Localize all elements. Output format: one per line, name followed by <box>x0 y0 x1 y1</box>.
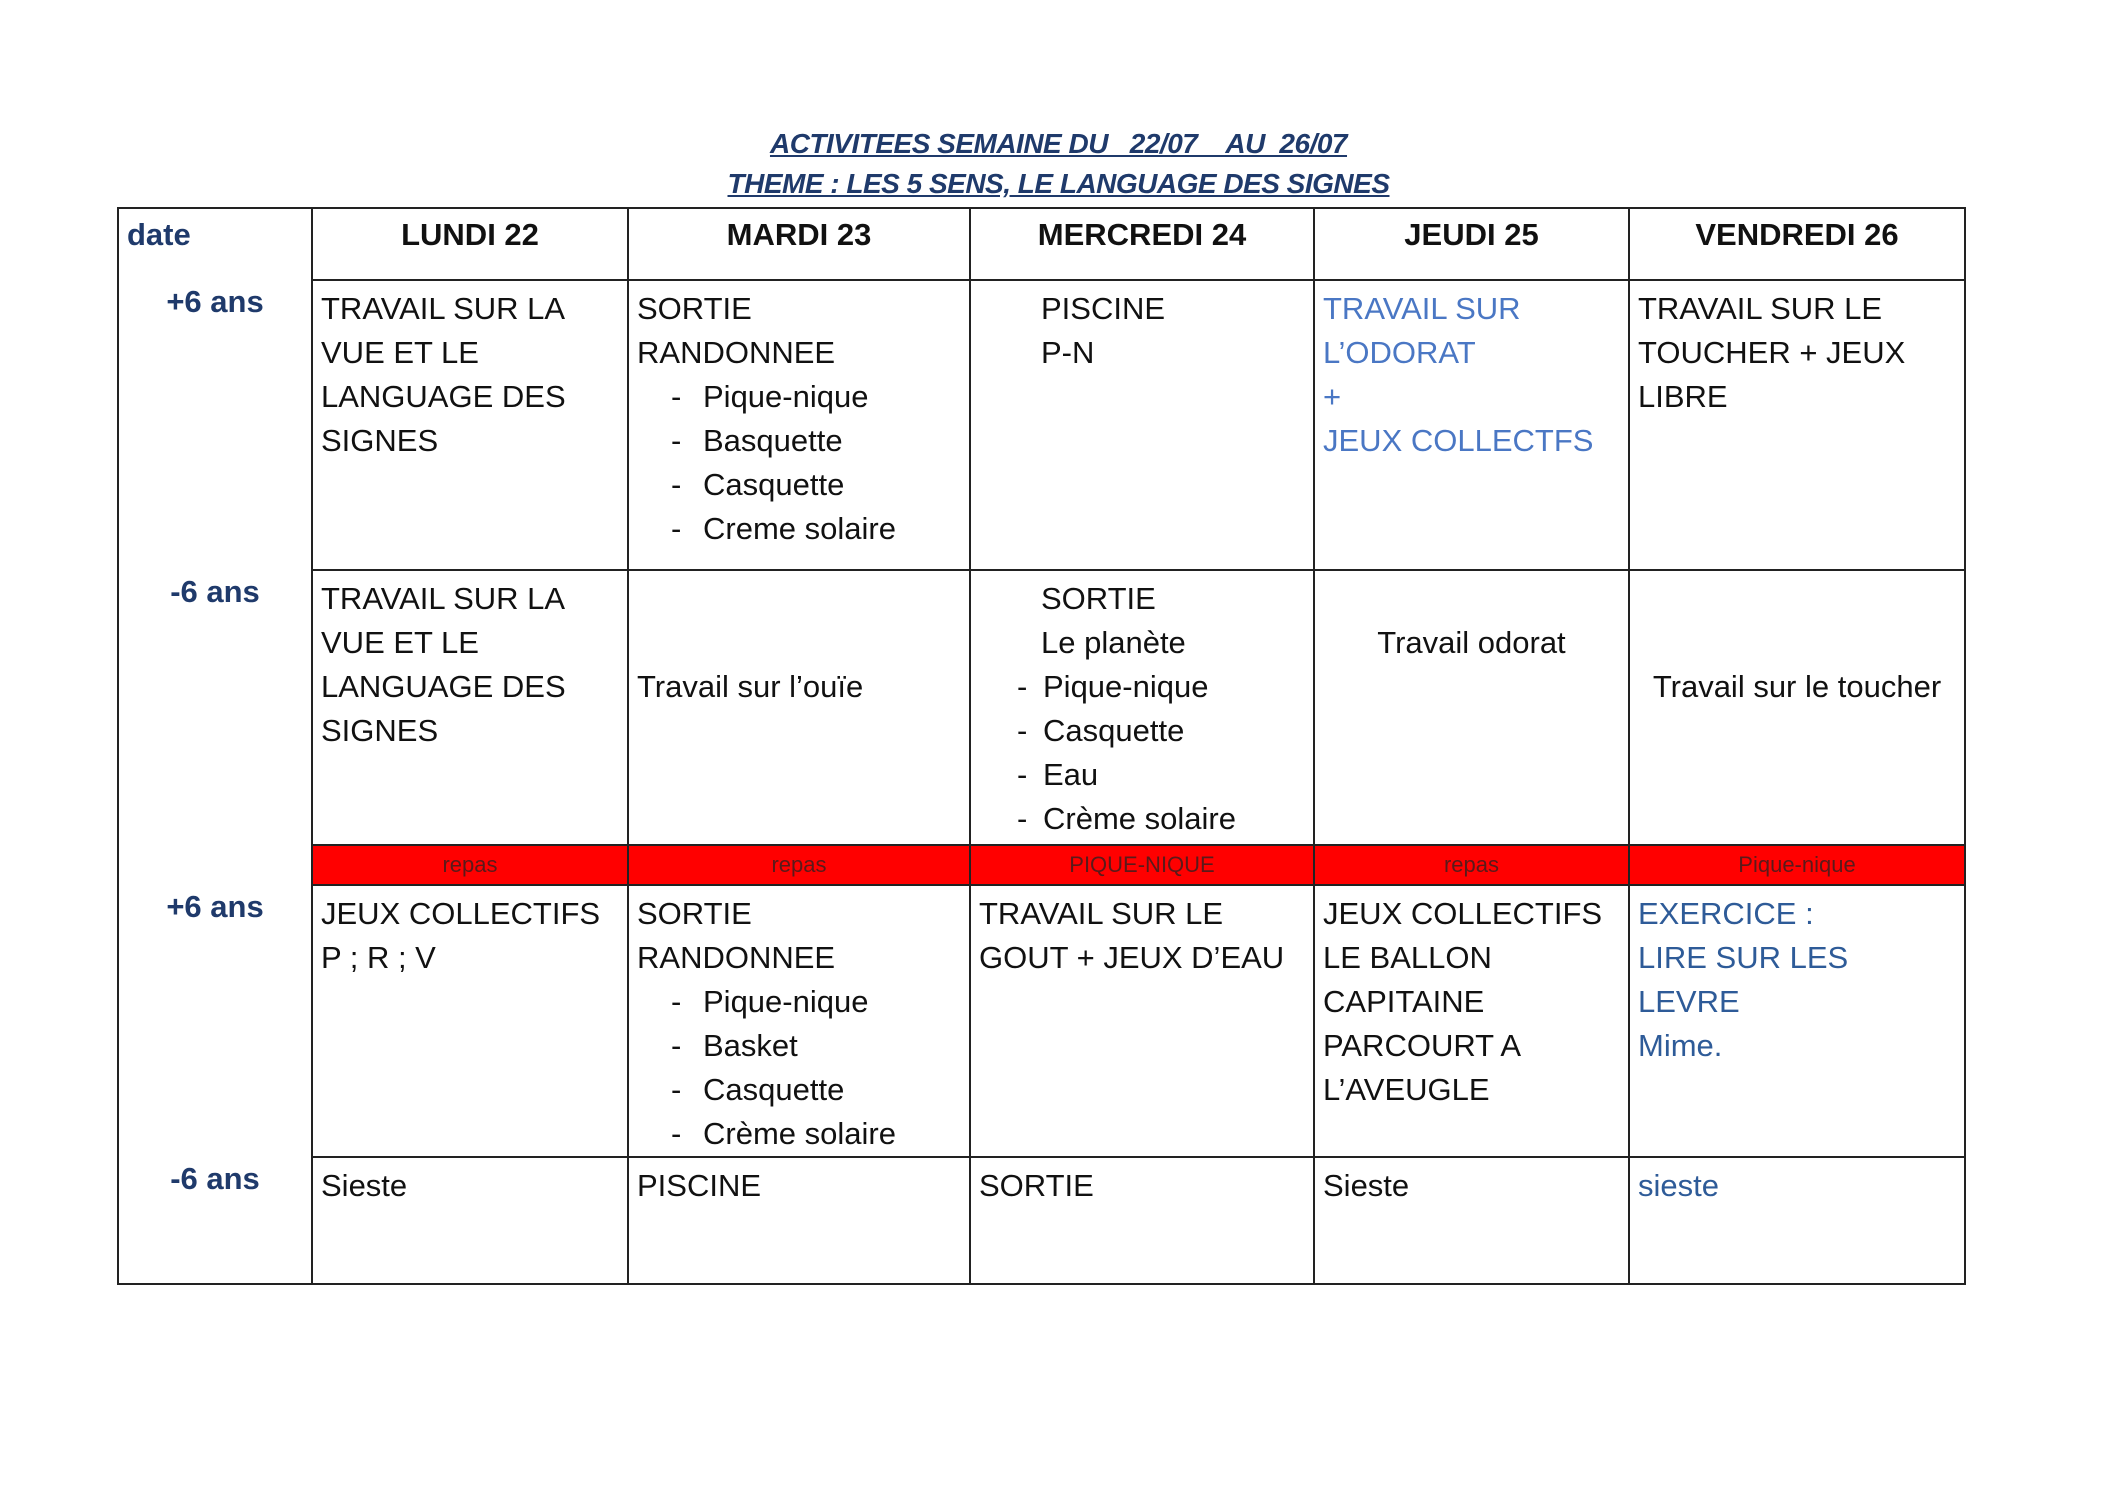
cell-line: RANDONNEE <box>637 940 836 975</box>
cell-lundi: Sieste <box>312 1157 628 1284</box>
item-list <box>637 980 961 1156</box>
cell-line: + <box>1323 379 1342 414</box>
day-header: MARDI 23 <box>628 208 970 280</box>
cell-line: SIGNES <box>321 423 439 458</box>
list-item: - Casquette <box>637 463 961 507</box>
cell-jeudi <box>1314 280 1629 570</box>
cell-line: SORTIE <box>637 896 752 931</box>
page-subtitle: THEME : LES 5 SENS, LE LANGUAGE DES SIGNES <box>727 168 1390 199</box>
cell-line: Le planète <box>1041 625 1186 660</box>
cell-vendredi <box>1629 885 1965 1157</box>
cell-line: RANDONNEE <box>637 335 836 370</box>
cell-line: LANGUAGE DES <box>321 379 566 414</box>
cell-mardi <box>628 280 970 570</box>
row-label: -6 ans <box>118 570 312 845</box>
cell-mardi <box>628 570 970 845</box>
row-label: -6 ans <box>118 1157 312 1284</box>
row-label: +6 ans <box>118 280 312 570</box>
list-item: - Casquette <box>979 709 1305 753</box>
cell-line: TRAVAIL SUR LE <box>1638 291 1883 326</box>
meal-row <box>118 845 1965 885</box>
page-title: ACTIVITEES SEMAINE DU 22/07 AU 26/07 <box>769 128 1348 159</box>
cell-line: LANGUAGE DES <box>321 669 566 704</box>
row-label: +6 ans <box>118 885 312 1157</box>
table-row <box>118 885 1965 1157</box>
cell-lundi <box>312 280 628 570</box>
cell-vendredi <box>1629 570 1965 845</box>
header-row <box>118 208 1965 280</box>
cell-line: SORTIE <box>1041 581 1156 616</box>
list-item: - Pique-nique <box>637 375 961 419</box>
day-header: LUNDI 22 <box>312 208 628 280</box>
table-row <box>118 1157 1965 1284</box>
cell-line: TOUCHER + JEUX <box>1638 335 1906 370</box>
cell-line: Travail sur le toucher <box>1652 669 1942 704</box>
cell-line: JEUX COLLECTIFS <box>321 896 601 931</box>
cell-line: LIRE SUR LES LEVRE <box>1638 940 1849 1019</box>
cell-lundi <box>312 885 628 1157</box>
day-header: VENDREDI 26 <box>1629 208 1965 280</box>
cell-line: SIGNES <box>321 713 439 748</box>
cell-line: TRAVAIL SUR <box>1323 291 1521 326</box>
cell-line: CAPITAINE <box>1323 984 1485 1019</box>
cell-line: EXERCICE : <box>1638 896 1814 931</box>
cell-lundi <box>312 570 628 845</box>
day-header: JEUDI 25 <box>1314 208 1629 280</box>
activity-table <box>117 207 1966 1285</box>
table-row <box>118 570 1965 845</box>
list-item: - Basquette <box>637 419 961 463</box>
cell-line: Travail sur l’ouïe <box>637 669 864 704</box>
item-list <box>979 665 1305 841</box>
cell-mercredi: SORTIE <box>970 1157 1314 1284</box>
cell-jeudi: Sieste <box>1314 1157 1629 1284</box>
list-item: - Eau <box>979 753 1305 797</box>
date-header: date <box>118 208 312 280</box>
cell-line: Mime. <box>1638 1028 1723 1063</box>
cell-line: PARCOURT A <box>1323 1028 1522 1063</box>
cell-vendredi: sieste <box>1629 1157 1965 1284</box>
cell-jeudi <box>1314 570 1629 845</box>
cell-vendredi <box>1629 280 1965 570</box>
cell-line: P-N <box>1041 335 1095 370</box>
cell-jeudi <box>1314 885 1629 1157</box>
day-header: MERCREDI 24 <box>970 208 1314 280</box>
cell-line: SORTIE <box>637 291 752 326</box>
list-item: - Pique-nique <box>979 665 1305 709</box>
meal-cell: repas <box>628 845 970 885</box>
cell-line: TRAVAIL SUR LE <box>979 896 1224 931</box>
list-item: - Crème solaire <box>637 1112 961 1156</box>
table-row <box>118 280 1965 570</box>
item-list <box>637 375 961 551</box>
cell-line: Travail odorat <box>1377 625 1566 660</box>
cell-mercredi <box>970 280 1314 570</box>
cell-line: P ; R ; V <box>321 940 436 975</box>
cell-line: JEUX COLLECTFS <box>1323 423 1594 458</box>
cell-mardi <box>628 885 970 1157</box>
list-item: - Casquette <box>637 1068 961 1112</box>
meal-cell: repas <box>312 845 628 885</box>
meal-cell: Pique-nique <box>1629 845 1965 885</box>
cell-line: L’AVEUGLE <box>1323 1072 1490 1107</box>
cell-mercredi <box>970 570 1314 845</box>
cell-line: TRAVAIL SUR LA <box>321 291 566 326</box>
meal-cell: PIQUE-NIQUE <box>970 845 1314 885</box>
cell-mercredi <box>970 885 1314 1157</box>
row-label-empty <box>118 845 312 885</box>
meal-cell: repas <box>1314 845 1629 885</box>
cell-line: LE BALLON <box>1323 940 1492 975</box>
cell-line: VUE ET LE <box>321 625 479 660</box>
list-item: - Crème solaire <box>979 797 1305 841</box>
cell-line: JEUX COLLECTIFS <box>1323 896 1603 931</box>
cell-line: VUE ET LE <box>321 335 479 370</box>
list-item: - Pique-nique <box>637 980 961 1024</box>
cell-mardi: PISCINE <box>628 1157 970 1284</box>
cell-line: L’ODORAT <box>1323 335 1476 370</box>
list-item: - Basket <box>637 1024 961 1068</box>
cell-line: GOUT + JEUX D’EAU <box>979 940 1285 975</box>
list-item: - Creme solaire <box>637 507 961 551</box>
cell-line: PISCINE <box>1041 291 1166 326</box>
cell-line: TRAVAIL SUR LA <box>321 581 566 616</box>
cell-line: LIBRE <box>1638 379 1728 414</box>
